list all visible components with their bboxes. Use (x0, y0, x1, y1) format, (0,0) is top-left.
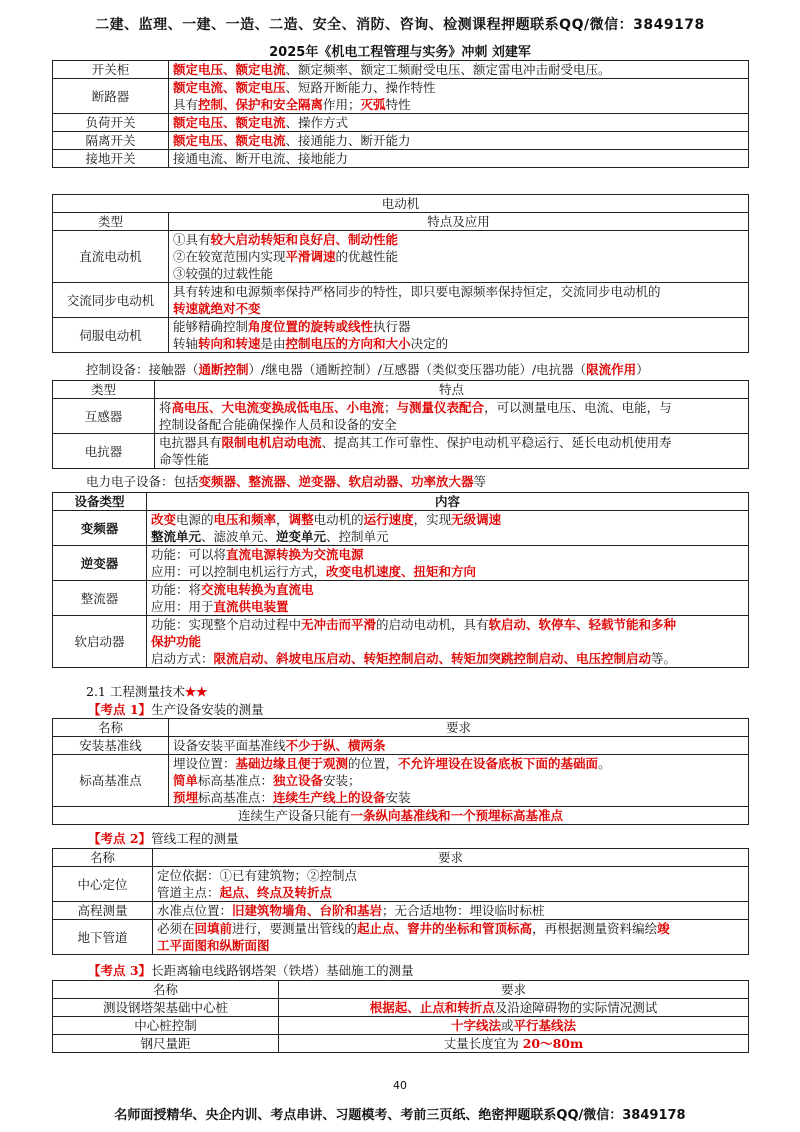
kaodian-title: 生产设备安装的测量 (151, 702, 264, 717)
row-content (147, 546, 749, 581)
body-text: 整流单元 (151, 529, 202, 544)
highlight-text: 简单 (173, 773, 199, 788)
body-text: 进行，要测量出管线的 (232, 921, 358, 936)
highlight-text: 额定电流、额定电压 (173, 80, 286, 95)
body-text: 功能：可以将 (151, 547, 227, 562)
body-text: ； (384, 400, 397, 415)
cell-line (173, 265, 744, 282)
table-row (53, 318, 749, 353)
highlight-text: 20～80m (522, 1036, 584, 1051)
body-text: 的优越性能 (335, 249, 399, 264)
cell-line (151, 581, 744, 598)
highlight-text: 直流电源转换为交流电源 (226, 547, 364, 562)
row-label: 隔离开关 (53, 132, 169, 150)
header-title: 2025年《机电工程管理与实务》冲刺 刘建军 (269, 45, 531, 60)
table-row (53, 114, 749, 132)
table-row (53, 61, 749, 79)
cell-line (151, 528, 744, 545)
cell-line (151, 633, 744, 650)
table-row (53, 1017, 749, 1035)
highlight-text: 竣 (657, 921, 670, 936)
table-row (53, 737, 749, 755)
cell-line (173, 737, 744, 754)
row-content (153, 920, 749, 955)
motor-table (52, 194, 749, 353)
body-text: 电动机的 (313, 512, 364, 527)
body-text: 转轴 (173, 336, 199, 351)
row-label: 负荷开关 (53, 114, 169, 132)
tower-foundation-table (52, 980, 749, 1053)
cell-line (173, 61, 744, 78)
body-text: 决定的 (410, 336, 449, 351)
col-header-name: 名称 (53, 849, 153, 867)
highlight-text: 交流电转换为直流电 (201, 582, 314, 597)
table-row (53, 999, 749, 1017)
highlight-text: 一条纵向基准线和一个预埋标高基准点 (350, 808, 564, 823)
body-text: 接通电流、断开电流、接地能力 (173, 151, 349, 166)
row-content (169, 755, 749, 807)
body-text: 电源的 (176, 512, 214, 527)
highlight-text: 起止点、窨井的坐标和管顶标高 (357, 921, 533, 936)
row-label: 钢尺量距 (53, 1035, 279, 1053)
body-text: 定位依据：①已有建筑物；②控制点 (157, 868, 358, 883)
cell-line (283, 1035, 744, 1052)
col-header-content: 内容 (147, 493, 749, 511)
body-text: ，实现 (413, 512, 452, 527)
row-label: 标高基准点 (53, 755, 169, 807)
row-content (169, 61, 749, 79)
body-text: ，再根据测量资料编绘 (532, 921, 658, 936)
body-text: 连续生产设备只能有 (237, 808, 351, 823)
cell-line (283, 999, 744, 1016)
row-label: 断路器 (53, 79, 169, 114)
highlight-text: 旧建筑物墙角、台阶和基岩 (232, 903, 383, 918)
row-content (153, 902, 749, 920)
body-text: 启动方式： (151, 651, 214, 666)
motor-table-title: 电动机 (53, 195, 749, 213)
table-row (53, 231, 749, 283)
cell-line (151, 616, 744, 633)
row-label: 地下管道 (53, 920, 153, 955)
row-content (169, 318, 749, 353)
highlight-text: 直流供电装置 (213, 599, 289, 614)
table-row (53, 511, 749, 546)
body-text: 的启动电动机，具有 (376, 617, 489, 632)
body-text: 控制设备：接触器（ (86, 362, 199, 377)
body-text: 电抗器具有 (159, 435, 222, 450)
page-number: 40 (393, 1079, 407, 1092)
cell-line (151, 598, 744, 615)
cell-line (157, 867, 744, 884)
row-label: 软启动器 (53, 616, 147, 668)
table-row (53, 581, 749, 616)
power-electronics-table (52, 492, 749, 668)
table-row (53, 150, 749, 168)
highlight-text: 回填前 (194, 921, 233, 936)
highlight-text: 高电压、大电流变换成低电压、小电流 (171, 400, 385, 415)
row-label: 电抗器 (53, 434, 155, 469)
body-text: 命等性能 (159, 452, 210, 467)
highlight-text: 电压和频率 (213, 512, 277, 527)
row-content (147, 616, 749, 668)
cell-line (173, 150, 744, 167)
cell-line (173, 789, 744, 806)
cell-line (173, 283, 744, 300)
highlight-text: 工平面图和纵断面图 (157, 938, 270, 953)
body-text: 丈量长度宜为 (443, 1036, 523, 1051)
body-text: 作用； (323, 97, 361, 112)
row-label: 整流器 (53, 581, 147, 616)
highlight-text: 运行速度 (363, 512, 414, 527)
cell-line (157, 920, 744, 937)
body-text: 电力电子设备：包括 (86, 474, 199, 489)
highlight-text: 控制电压的方向和大小 (285, 336, 411, 351)
row-content (169, 283, 749, 318)
cell-line (157, 902, 744, 919)
header-contact-line: 二建、监理、一建、一造、二造、安全、消防、咨询、检测课程押题联系QQ/微信：3849178 (95, 17, 705, 33)
cell-line (173, 132, 744, 149)
highlight-text: 软启动、软停车、轻载节能和多种 (488, 617, 677, 632)
control-equipment-line (86, 361, 649, 379)
row-label: 互感器 (53, 399, 155, 434)
kaodian-3-heading (88, 962, 414, 980)
cell-line (151, 511, 744, 528)
pipeline-measurement-table (52, 848, 749, 955)
highlight-text: 改变 (151, 512, 177, 527)
row-label: 中心定位 (53, 867, 153, 902)
kaodian-1-heading (88, 701, 264, 719)
body-text: 功能：实现整个启动过程中 (151, 617, 302, 632)
row-content (279, 1017, 749, 1035)
cell-line (151, 546, 744, 563)
row-content (169, 132, 749, 150)
body-text: 。 (598, 756, 611, 771)
col-header-requirement: 要求 (153, 849, 749, 867)
table-row (53, 902, 749, 920)
table-row (53, 867, 749, 902)
body-text: 特性 (385, 97, 411, 112)
body-text: 水准点位置： (157, 903, 233, 918)
cell-line (159, 434, 744, 451)
col-header-requirement: 要求 (279, 981, 749, 999)
kaodian-title: 长距离输电线路钢塔架（铁塔）基础施工的测量 (151, 963, 414, 978)
body-text: ②在较宽范围内实现 (173, 249, 286, 264)
footer-contact-line: 名师面授精华、央企内训、考点串讲、习题模考、考前三页纸、绝密押题联系QQ/微信：3849178 (114, 1108, 686, 1123)
table-row (53, 434, 749, 469)
highlight-text: 限流启动、斜坡电压启动、转矩控制启动、转矩加突跳控制启动、电压控制启动 (213, 651, 652, 666)
body-text: 应用：可以控制电机运行方式， (151, 564, 327, 579)
body-text: 具有转速和电源频率保持严格同步的特性，即只要电源频率保持恒定，交流同步电动机的 (173, 284, 661, 299)
col-header-type: 类型 (53, 213, 169, 231)
cell-line (159, 451, 744, 468)
cell-line (159, 416, 744, 433)
table-row (53, 399, 749, 434)
highlight-text: 平滑调速 (285, 249, 336, 264)
body-text: 埋设位置： (173, 756, 236, 771)
kaodian-tag: 【考点 1】 (88, 702, 152, 717)
body-text: 必须在 (157, 921, 195, 936)
body-text: 能够精确控制 (173, 319, 249, 334)
highlight-text: 不少于纵、横两条 (285, 738, 386, 753)
row-label: 安装基准线 (53, 737, 169, 755)
highlight-text: 额定电压、额定电流 (173, 133, 286, 148)
row-content (155, 399, 749, 434)
highlight-text: 限流作用 (586, 362, 637, 377)
highlight-text: 独立设备 (273, 773, 324, 788)
highlight-text: 灭弧 (360, 97, 386, 112)
cell-line (151, 650, 744, 667)
body-text: 具有 (173, 97, 199, 112)
col-header-device-type: 设备类型 (53, 493, 147, 511)
body-text: 标高基准点： (198, 790, 274, 805)
cell-line (173, 772, 744, 789)
highlight-text: 平行基线法 (513, 1018, 577, 1033)
body-text: ；无合适地物：埋设临时标桩 (382, 903, 545, 918)
cell-line (173, 114, 744, 131)
body-text: 逆变单元 (276, 529, 327, 544)
col-header-features: 特点及应用 (169, 213, 749, 231)
row-content (147, 581, 749, 616)
body-text: 安装； (323, 773, 361, 788)
body-text: 、控制单元 (326, 529, 389, 544)
body-text: 、短路开断能力、操作特性 (285, 80, 436, 95)
highlight-text: 调整 (288, 512, 314, 527)
highlight-text: 无冲击而平滑 (301, 617, 377, 632)
row-label: 变频器 (53, 511, 147, 546)
body-text: ） (636, 362, 649, 377)
cell-line (173, 79, 744, 96)
highlight-text: 基础边缘且便于观测 (235, 756, 349, 771)
installation-measurement-table (52, 718, 749, 825)
highlight-text: 转速就绝对不变 (173, 301, 261, 316)
body-text: 等。 (651, 651, 677, 666)
kaodian-tag: 【考点 2】 (88, 831, 152, 846)
highlight-text: 额定电压、额定电流 (173, 62, 286, 77)
cell-line (173, 755, 744, 772)
body-text: 功能：将 (151, 582, 202, 597)
highlight-text: 保护功能 (151, 634, 202, 649)
cell-line (173, 318, 744, 335)
highlight-text: 变频器、整流器、逆变器、软启动器、功率放大器 (198, 474, 474, 489)
row-content (155, 434, 749, 469)
power-electronics-line (86, 473, 486, 491)
row-content (279, 999, 749, 1017)
cell-line (283, 1017, 744, 1034)
body-text: 执行器 (373, 319, 411, 334)
highlight-text: 转向和转速 (198, 336, 261, 351)
highlight-text: 不允许埋设在设备底板下面的基础面 (398, 756, 599, 771)
row-content (169, 150, 749, 168)
body-text: 安装 (385, 790, 411, 805)
row-label: 接地开关 (53, 150, 169, 168)
highlight-text: 限制电机启动电流 (221, 435, 322, 450)
row-label: 测设钢塔架基础中心桩 (53, 999, 279, 1017)
row-content (279, 1035, 749, 1053)
body-text: 、滤波单元、 (201, 529, 277, 544)
kaodian-title: 管线工程的测量 (151, 831, 239, 846)
body-text: 将 (159, 400, 172, 415)
control-device-table (52, 380, 749, 469)
col-header-type: 类型 (53, 381, 155, 399)
row-label: 中心桩控制 (53, 1017, 279, 1035)
cell-line (173, 96, 744, 113)
table-row (53, 755, 749, 807)
table-row (53, 79, 749, 114)
body-text: ）/继电器（通断控制）/互感器（类似变压器功能）/电抗器（ (248, 362, 587, 377)
highlight-text: 与测量仪表配合 (396, 400, 485, 415)
body-text: 或 (500, 1018, 514, 1033)
highlight-text: 控制、保护和安全隔离 (198, 97, 324, 112)
row-label: 逆变器 (53, 546, 147, 581)
body-text: 及沿途障碍物的实际情况测试 (494, 1000, 658, 1015)
row-content (169, 79, 749, 114)
cell-line (173, 300, 744, 317)
highlight-text: 较大启动转矩和良好启、制动性能 (210, 232, 399, 247)
row-content (169, 114, 749, 132)
highlight-text: 角度位置的旋转或线性 (248, 319, 374, 334)
row-content (153, 867, 749, 902)
table-row (53, 1035, 749, 1053)
body-text: 、提高其工作可靠性、保护电动机平稳运行、延长电动机使用寿 (321, 435, 672, 450)
kaodian-2-heading (88, 830, 239, 848)
row-label: 伺服电动机 (53, 318, 169, 353)
body-text: 控制设备配合能确保操作人员和设备的安全 (159, 417, 397, 432)
body-text: 等 (473, 474, 487, 489)
row-label: 开关柜 (53, 61, 169, 79)
highlight-text: 通断控制 (198, 362, 249, 377)
table-row (53, 283, 749, 318)
col-header-features: 特点 (155, 381, 749, 399)
table-row (53, 920, 749, 955)
body-text: ③较强的过载性能 (173, 266, 274, 281)
body-text: 应用：用于 (151, 599, 214, 614)
highlight-text: 十字线法 (450, 1018, 501, 1033)
highlight-text: 起点、终点及转折点 (219, 885, 333, 900)
highlight-text: 根据起、止点和转折点 (369, 1000, 495, 1015)
highlight-text: 额定电压、额定电流 (173, 115, 286, 130)
kaodian-tag: 【考点 3】 (88, 963, 152, 978)
row-content (169, 231, 749, 283)
row-label: 交流同步电动机 (53, 283, 169, 318)
row-content (169, 737, 749, 755)
body-text: ①具有 (173, 232, 211, 247)
cell-line (159, 399, 744, 416)
table-row (53, 546, 749, 581)
col-header-requirement: 要求 (169, 719, 749, 737)
star-rating: ★★ (184, 684, 208, 699)
body-text: 、接通能力、断开能力 (285, 133, 411, 148)
switchgear-table (52, 60, 749, 168)
table-row (53, 132, 749, 150)
section-heading (86, 683, 207, 701)
row-content (147, 511, 749, 546)
table-row (53, 616, 749, 668)
body-text: ， (276, 512, 289, 527)
body-text: 是由 (260, 336, 286, 351)
row-label: 高程测量 (53, 902, 153, 920)
row-label: 直流电动机 (53, 231, 169, 283)
cell-line (157, 884, 744, 901)
cell-line (173, 335, 744, 352)
highlight-text: 连续生产线上的设备 (273, 790, 386, 805)
highlight-text: 改变电机速度、扭矩和方向 (326, 564, 477, 579)
body-text: 设备安装平面基准线 (173, 738, 286, 753)
body-text: 标高基准点： (198, 773, 274, 788)
body-text: 管道主点： (157, 885, 220, 900)
highlight-text: 预埋 (173, 790, 199, 805)
section-title: 2.1 工程测量技术 (86, 684, 185, 699)
installation-table-note (53, 807, 749, 825)
col-header-name: 名称 (53, 981, 279, 999)
cell-line (173, 248, 744, 265)
body-text: ，可以测量电压、电流、电能，与 (484, 400, 672, 415)
col-header-name: 名称 (53, 719, 169, 737)
highlight-text: 无级调速 (451, 512, 502, 527)
cell-line (157, 937, 744, 954)
cell-line (151, 563, 744, 580)
body-text: 的位置， (348, 756, 399, 771)
cell-line (173, 231, 744, 248)
body-text: 、操作方式 (285, 115, 349, 130)
body-text: 、额定频率、额定工频耐受电压、额定雷电冲击耐受电压。 (285, 62, 611, 77)
